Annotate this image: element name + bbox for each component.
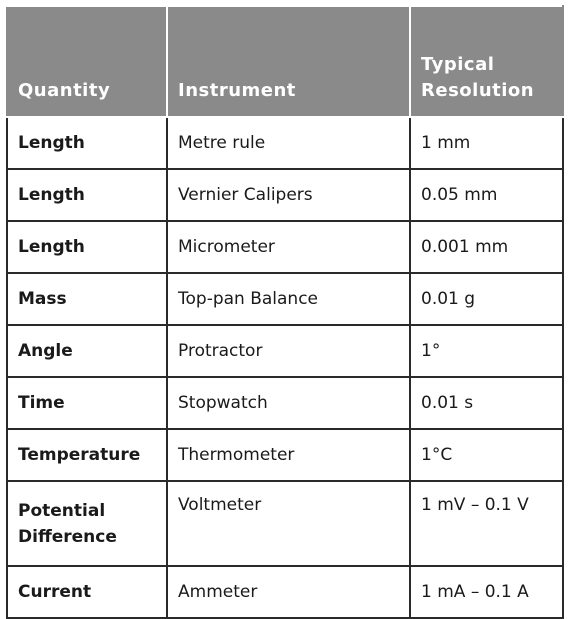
- cell-resolution: 1°: [410, 325, 563, 377]
- cell-quantity-line2: Difference: [18, 526, 117, 547]
- header-instrument: [167, 6, 410, 117]
- cell-resolution: 0.01 s: [410, 377, 563, 429]
- header-resolution-line2: Resolution: [421, 80, 535, 101]
- table-row: [7, 377, 563, 429]
- cell-quantity: Length: [7, 169, 167, 221]
- cell-instrument: Vernier Calipers: [167, 169, 410, 221]
- cell-resolution: 1 mm: [410, 117, 563, 169]
- cell-resolution: 0.01 g: [410, 273, 563, 325]
- cell-instrument: Protractor: [167, 325, 410, 377]
- cell-quantity: Length: [7, 221, 167, 273]
- table-row: [7, 117, 563, 169]
- table-body: [7, 117, 563, 618]
- cell-resolution: 1 mV – 0.1 V: [410, 481, 563, 566]
- table-row: [7, 481, 563, 566]
- table-row: [7, 566, 563, 618]
- header-quantity: [7, 6, 167, 117]
- cell-instrument: Ammeter: [167, 566, 410, 618]
- cell-resolution: 1 mA – 0.1 A: [410, 566, 563, 618]
- cell-quantity: Angle: [7, 325, 167, 377]
- cell-resolution: 0.001 mm: [410, 221, 563, 273]
- cell-instrument: Top-pan Balance: [167, 273, 410, 325]
- table-row: [7, 169, 563, 221]
- cell-instrument: Stopwatch: [167, 377, 410, 429]
- header-quantity-label: Quantity: [18, 80, 111, 101]
- header-instrument-label: Instrument: [178, 80, 296, 101]
- table-row: [7, 221, 563, 273]
- cell-instrument: Thermometer: [167, 429, 410, 481]
- cell-quantity: Mass: [7, 273, 167, 325]
- table-row: [7, 429, 563, 481]
- cell-instrument: Voltmeter: [167, 481, 410, 566]
- cell-quantity-line1: Potential: [18, 500, 106, 521]
- cell-quantity: [7, 481, 167, 566]
- table-row: [7, 325, 563, 377]
- table-row: [7, 273, 563, 325]
- cell-quantity: Time: [7, 377, 167, 429]
- table-header: [7, 6, 563, 117]
- cell-quantity: Current: [7, 566, 167, 618]
- cell-resolution: 0.05 mm: [410, 169, 563, 221]
- header-row: [7, 6, 563, 117]
- resolution-table: [6, 5, 564, 619]
- cell-instrument: Micrometer: [167, 221, 410, 273]
- cell-resolution: 1°C: [410, 429, 563, 481]
- cell-quantity: Temperature: [7, 429, 167, 481]
- cell-quantity: Length: [7, 117, 167, 169]
- header-resolution: [410, 6, 563, 117]
- cell-instrument: Metre rule: [167, 117, 410, 169]
- header-resolution-line1: Typical: [421, 54, 495, 75]
